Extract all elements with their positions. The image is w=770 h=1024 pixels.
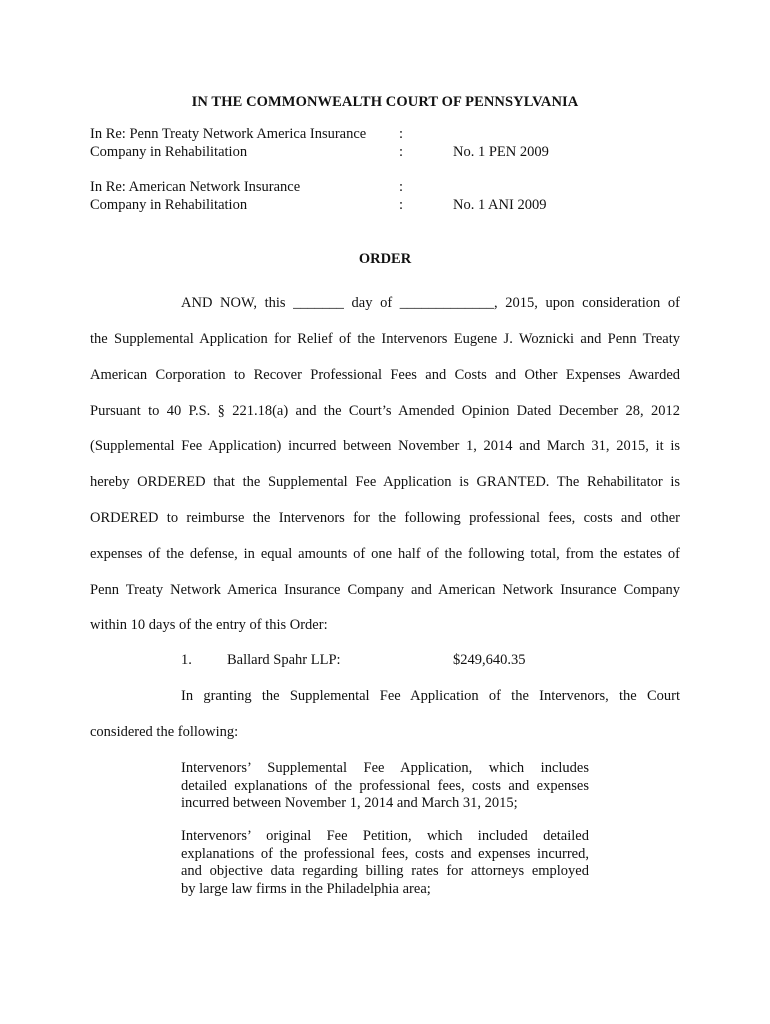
paragraph-line: In granting the Supplemental Fee Application of the Intervenors, the Court bbox=[181, 688, 680, 704]
consideration-line: incurred between November 1, 2014 and March 31, 2015; bbox=[181, 795, 518, 811]
case2-colon1: : bbox=[399, 179, 404, 195]
paragraph-line: within 10 days of the entry of this Order: bbox=[90, 617, 328, 633]
case1-colon1: : bbox=[399, 126, 404, 142]
paragraph-line: hereby ORDERED that the Supplemental Fee Application is GRANTED. The Rehabilitator is bbox=[90, 474, 680, 490]
case1-colon2: : bbox=[399, 144, 404, 160]
case2-colon2: : bbox=[399, 197, 404, 213]
consideration-line: explanations of the professional fees, costs and expenses incurred, bbox=[181, 845, 589, 862]
fee-item-amount: $249,640.35 bbox=[453, 652, 526, 668]
paragraph-line: (Supplemental Fee Application) incurred between November 1, 2014 and March 31, 2015, it is bbox=[90, 438, 680, 454]
consideration-line: Intervenors’ original Fee Petition, which included detailed bbox=[181, 828, 589, 844]
case2-name-line1: In Re: American Network Insurance bbox=[90, 179, 301, 195]
case2-docket-number: No. 1 ANI 2009 bbox=[453, 197, 547, 213]
case1-name-line1: In Re: Penn Treaty Network America Insurance bbox=[90, 126, 367, 142]
fee-item-firm: Ballard Spahr LLP: bbox=[227, 652, 341, 668]
order-heading: ORDER bbox=[358, 251, 412, 267]
consideration-item bbox=[181, 760, 589, 813]
consideration-item bbox=[181, 828, 589, 898]
paragraph-line: the Supplemental Application for Relief of the Intervenors Eugene J. Woznicki and Penn Treaty bbox=[90, 331, 680, 347]
paragraph-line: expenses of the defense, in equal amounts of one half of the following total, from the estates of bbox=[90, 546, 680, 562]
consideration-line: by large law firms in the Philadelphia area; bbox=[181, 880, 431, 897]
case2-name-line2: Company in Rehabilitation bbox=[90, 197, 248, 213]
paragraph-line: ORDERED to reimburse the Intervenors for the following professional fees, costs and other bbox=[90, 510, 680, 526]
paragraph-line: Penn Treaty Network America Insurance Company and American Network Insurance Company bbox=[90, 582, 680, 598]
court-title: IN THE COMMONWEALTH COURT OF PENNSYLVANIA bbox=[191, 94, 579, 110]
paragraph-line: AND NOW, this _______ day of _____________, 2015, upon consideration of bbox=[181, 295, 680, 311]
fee-item-number: 1. bbox=[181, 652, 192, 668]
paragraph-line: considered the following: bbox=[90, 724, 239, 740]
consideration-line: and objective data regarding billing rates for attorneys employed bbox=[181, 863, 589, 879]
paragraph-line: American Corporation to Recover Professional Fees and Costs and Other Expenses Awarded bbox=[90, 367, 680, 383]
case1-docket-number: No. 1 PEN 2009 bbox=[453, 144, 549, 160]
case1-name-line2: Company in Rehabilitation bbox=[90, 144, 248, 160]
paragraph-line: Pursuant to 40 P.S. § 221.18(a) and the Court’s Amended Opinion Dated December 28, 2012 bbox=[90, 403, 680, 419]
consideration-line: detailed explanations of the professional fees, costs and expenses bbox=[181, 777, 589, 794]
consideration-line: Intervenors’ Supplemental Fee Application, which includes bbox=[181, 760, 589, 776]
